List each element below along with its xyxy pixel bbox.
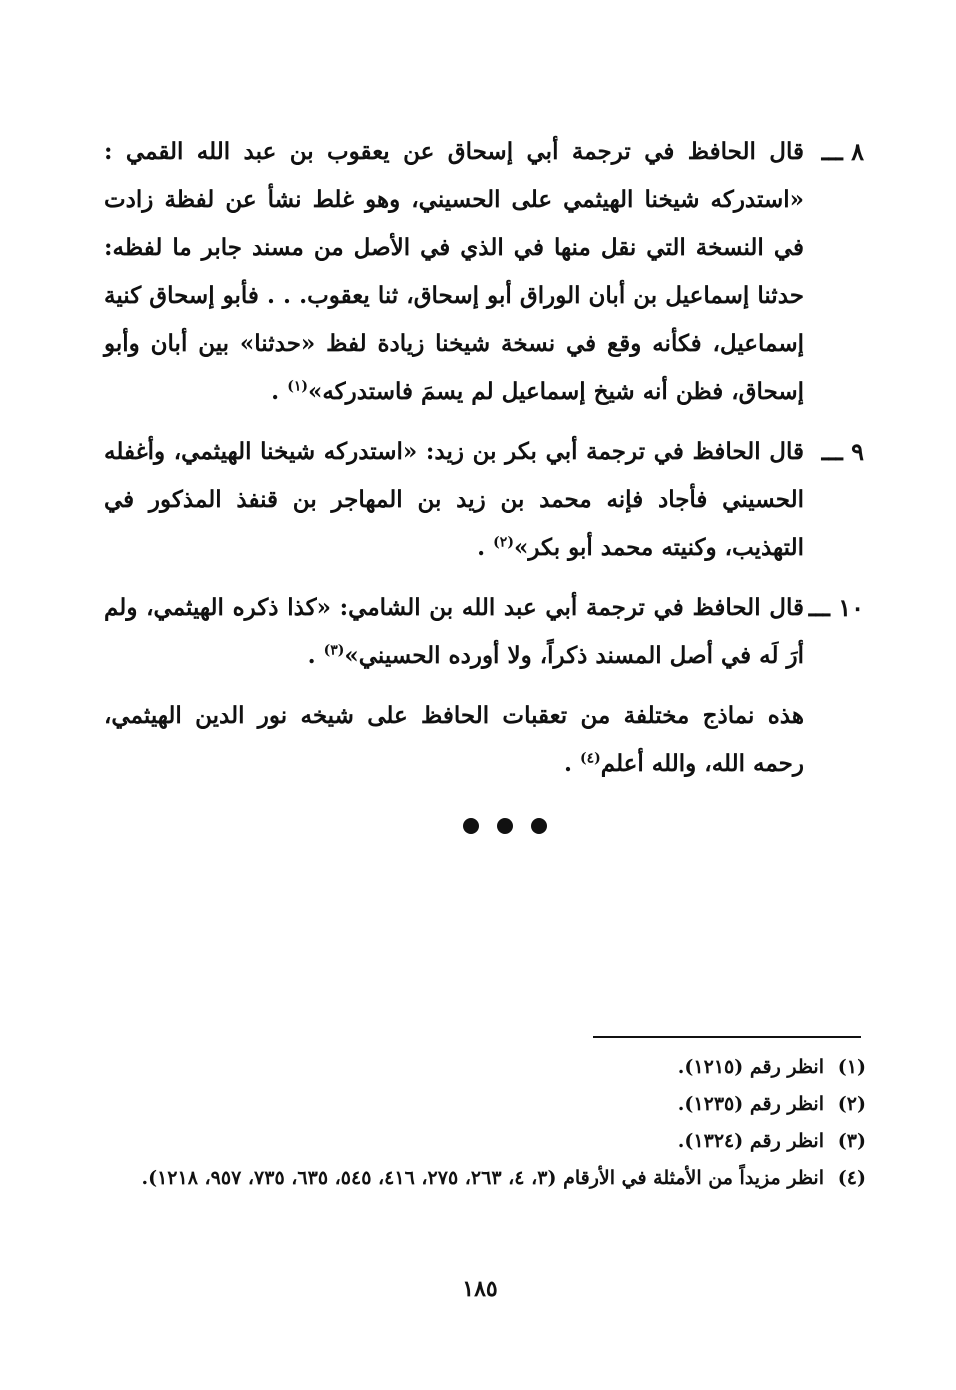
footnote-text: انظر رقم (١٣٢٤). bbox=[677, 1130, 824, 1152]
item-number: ٩ ـــ bbox=[821, 437, 864, 466]
item-paragraph bbox=[104, 128, 804, 416]
page-number: ١٨٥ bbox=[462, 1276, 498, 1302]
footnote-number: (١) bbox=[837, 1056, 866, 1078]
item-paragraph bbox=[104, 428, 804, 572]
item-number: ١٠ ـــ bbox=[808, 593, 864, 622]
footnote-text: انظر مزيداً من الأمثلة في الأرقام (٣، ٤، ٢٦٣، ٢٧٥، ٤١٦، ٥٤٥، ٦٣٥، ٧٣٥، ٩٥٧، ١٢١٨). bbox=[141, 1167, 824, 1189]
footnote-4 bbox=[106, 1160, 866, 1197]
closing-end-punctuation: . bbox=[563, 750, 580, 777]
item-paragraph bbox=[104, 584, 804, 680]
numbered-item-10 bbox=[104, 584, 864, 680]
footnote-3 bbox=[106, 1123, 866, 1160]
footnote-2 bbox=[106, 1086, 866, 1123]
footnote-number: (٣) bbox=[837, 1130, 866, 1152]
separator-dot-icon bbox=[463, 818, 479, 834]
item-text: قال الحافظ في ترجمة أبي إسحاق عن يعقوب بن عبد الله القمي : «استدركه شيخنا الهيثمي على الحسيني، وهو غلط نشأ عن لفظة زادت في النسخة التي نقل منها في الذي في الأصل من مسند جابر ما لفظه: حدثنا إسماعيل بن أبان الوراق أبو إسحاق، ثنا يعقوب. . . فأبو إسحاق كنية إسماعيل، فكأنه وقع في نسخة شيخنا زيادة لفظ «حدثنا» بين أبان وأبو إسحاق، فظن أنه شيخ إسماعيل لم يسمَ فاستدركه» bbox=[104, 138, 804, 405]
footnotes bbox=[106, 1049, 866, 1197]
item-end-punctuation: . bbox=[271, 378, 288, 405]
footnote-text: انظر رقم (١٢٣٥). bbox=[677, 1093, 824, 1115]
item-text: قال الحافظ في ترجمة أبي عبد الله بن الشامي: «كذا ذكره الهيثمي، ولم أرَ لَه في أصل المسند ذكراً، ولا أورده الحسيني» bbox=[104, 594, 804, 669]
footnote-number: (٢) bbox=[837, 1093, 866, 1115]
item-end-punctuation: . bbox=[477, 534, 494, 561]
footnote-reference: (٢) bbox=[493, 534, 514, 551]
footnote-reference: (٣) bbox=[323, 642, 345, 659]
item-number: ٨ ـــ bbox=[821, 137, 864, 166]
separator-dot-icon bbox=[497, 818, 513, 834]
closing-paragraph bbox=[104, 692, 864, 788]
item-text: قال الحافظ في ترجمة أبي بكر بن زيد: «استدركه شيخنا الهيثمي، وأغفله الحسيني فأجاد فإنه محمد بن زيد بن المهاجر بن قنفذ المذكور في التهذيب، وكنيته محمد أبو بكر» bbox=[104, 438, 804, 561]
item-end-punctuation: . bbox=[307, 642, 324, 669]
footnote-number: (٤) bbox=[837, 1167, 866, 1189]
footnote-reference: (١) bbox=[287, 378, 308, 395]
closing-paragraph-block bbox=[104, 692, 864, 788]
separator-dot-icon bbox=[531, 818, 547, 834]
closing-text: هذه نماذج مختلفة من تعقبات الحافظ على شيخه نور الدين الهيثمي، رحمه الله، والله أعلم bbox=[104, 702, 804, 777]
main-text bbox=[104, 128, 864, 800]
footnote-divider bbox=[593, 1036, 861, 1038]
section-separator bbox=[463, 818, 547, 836]
numbered-item-8 bbox=[104, 128, 864, 416]
numbered-item-9 bbox=[104, 428, 864, 572]
footnote-reference: (٤) bbox=[579, 750, 601, 767]
footnote-text: انظر رقم (١٢١٥). bbox=[677, 1056, 824, 1078]
footnote-1 bbox=[106, 1049, 866, 1086]
